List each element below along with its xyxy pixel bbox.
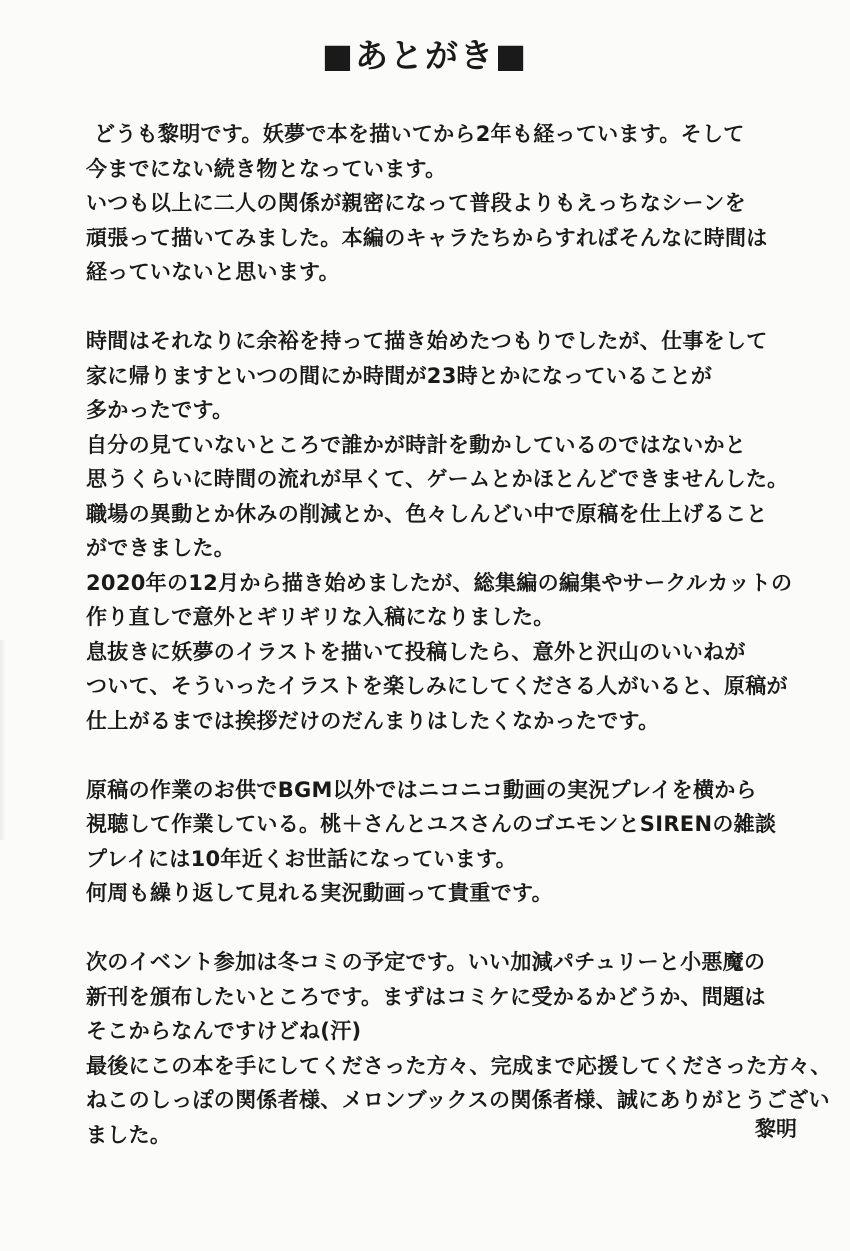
body-line: 新刊を頒布したいところです。まずはコミケに受かるかどうか、問題は xyxy=(86,984,766,1009)
body-line: 次のイベント参加は冬コミの予定です。いい加減パチュリーと小悪魔の xyxy=(86,950,766,974)
body-line: 2020年の12月から描き始めましたが、総集編の編集やサークルカットの xyxy=(86,570,793,595)
body-line: 時間はそれなりに余裕を持って描き始めたつもりでしたが、仕事をして xyxy=(86,329,768,353)
body-line: 今までにない続き物となっています。 xyxy=(86,156,447,181)
body-line: 自分の見ていないところで誰かが時計を動かしているのではないかと xyxy=(86,432,747,457)
page-title: ■あとがき■ xyxy=(321,36,529,75)
body-line: 最後にこの本を手にしてくださった方々、完成まで応援してくださった方々、 xyxy=(86,1053,832,1078)
body-line: 職場の異動とか休みの削減とか、色々しんどい中で原稿を仕上げること xyxy=(86,501,768,526)
body-line: どうも黎明です。妖夢で本を描いてから2年も経っています。そして xyxy=(94,122,745,146)
body-line: 視聴して作業している。桃＋さんとユスさんのゴエモンとSIRENの雑談 xyxy=(86,812,777,836)
body-line: 多かったです。 xyxy=(86,398,234,422)
body-line: ができました。 xyxy=(86,536,236,560)
afterword-body xyxy=(86,117,832,1152)
blank-line xyxy=(86,738,826,773)
body-line: ました。 xyxy=(86,1122,172,1147)
author-signature: 黎明 xyxy=(755,1117,797,1141)
body-line: 経っていないと思います。 xyxy=(86,260,340,284)
body-line: 家に帰りますといつの間にか時間が23時とかになっていることが xyxy=(86,363,713,388)
page-edge-shadow xyxy=(0,640,6,840)
body-line: 作り直しで意外とギリギリな入稿になりました。 xyxy=(86,605,555,629)
body-line: 思うくらいに時間の流れが早くて、ゲームとかほとんどできませんした。 xyxy=(86,467,789,491)
body-line: プレイには10年近くお世話になっています。 xyxy=(86,846,517,871)
body-line: 頑張って描いてみました。本編のキャラたちからすればそんなに時間は xyxy=(86,225,768,250)
blank-line xyxy=(86,911,826,946)
body-line: 何周も繰り返して見れる実況動画って貴重です。 xyxy=(86,881,553,905)
blank-line xyxy=(86,290,826,325)
body-line: 原稿の作業のお供でBGM以外ではニコニコ動画の実況プレイを横から xyxy=(86,777,757,802)
body-line: ねこのしっぽの関係者様、メロンブックスの関係者様、誠にありがとうござい xyxy=(86,1088,830,1112)
body-line: そこからなんですけどね(汗) xyxy=(86,1019,362,1043)
body-line: 仕上がるまでは挨拶だけのだんまりはしたくなかったです。 xyxy=(86,708,660,733)
body-line: ついて、そういったイラストを楽しみにしてくださる人がいると、原稿が xyxy=(86,674,788,698)
body-line: いつも以上に二人の関係が親密になって普段よりもえっちなシーンを xyxy=(86,191,746,215)
body-line: 息抜きに妖夢のイラストを描いて投稿したら、意外と沢山のいいねが xyxy=(86,639,746,664)
